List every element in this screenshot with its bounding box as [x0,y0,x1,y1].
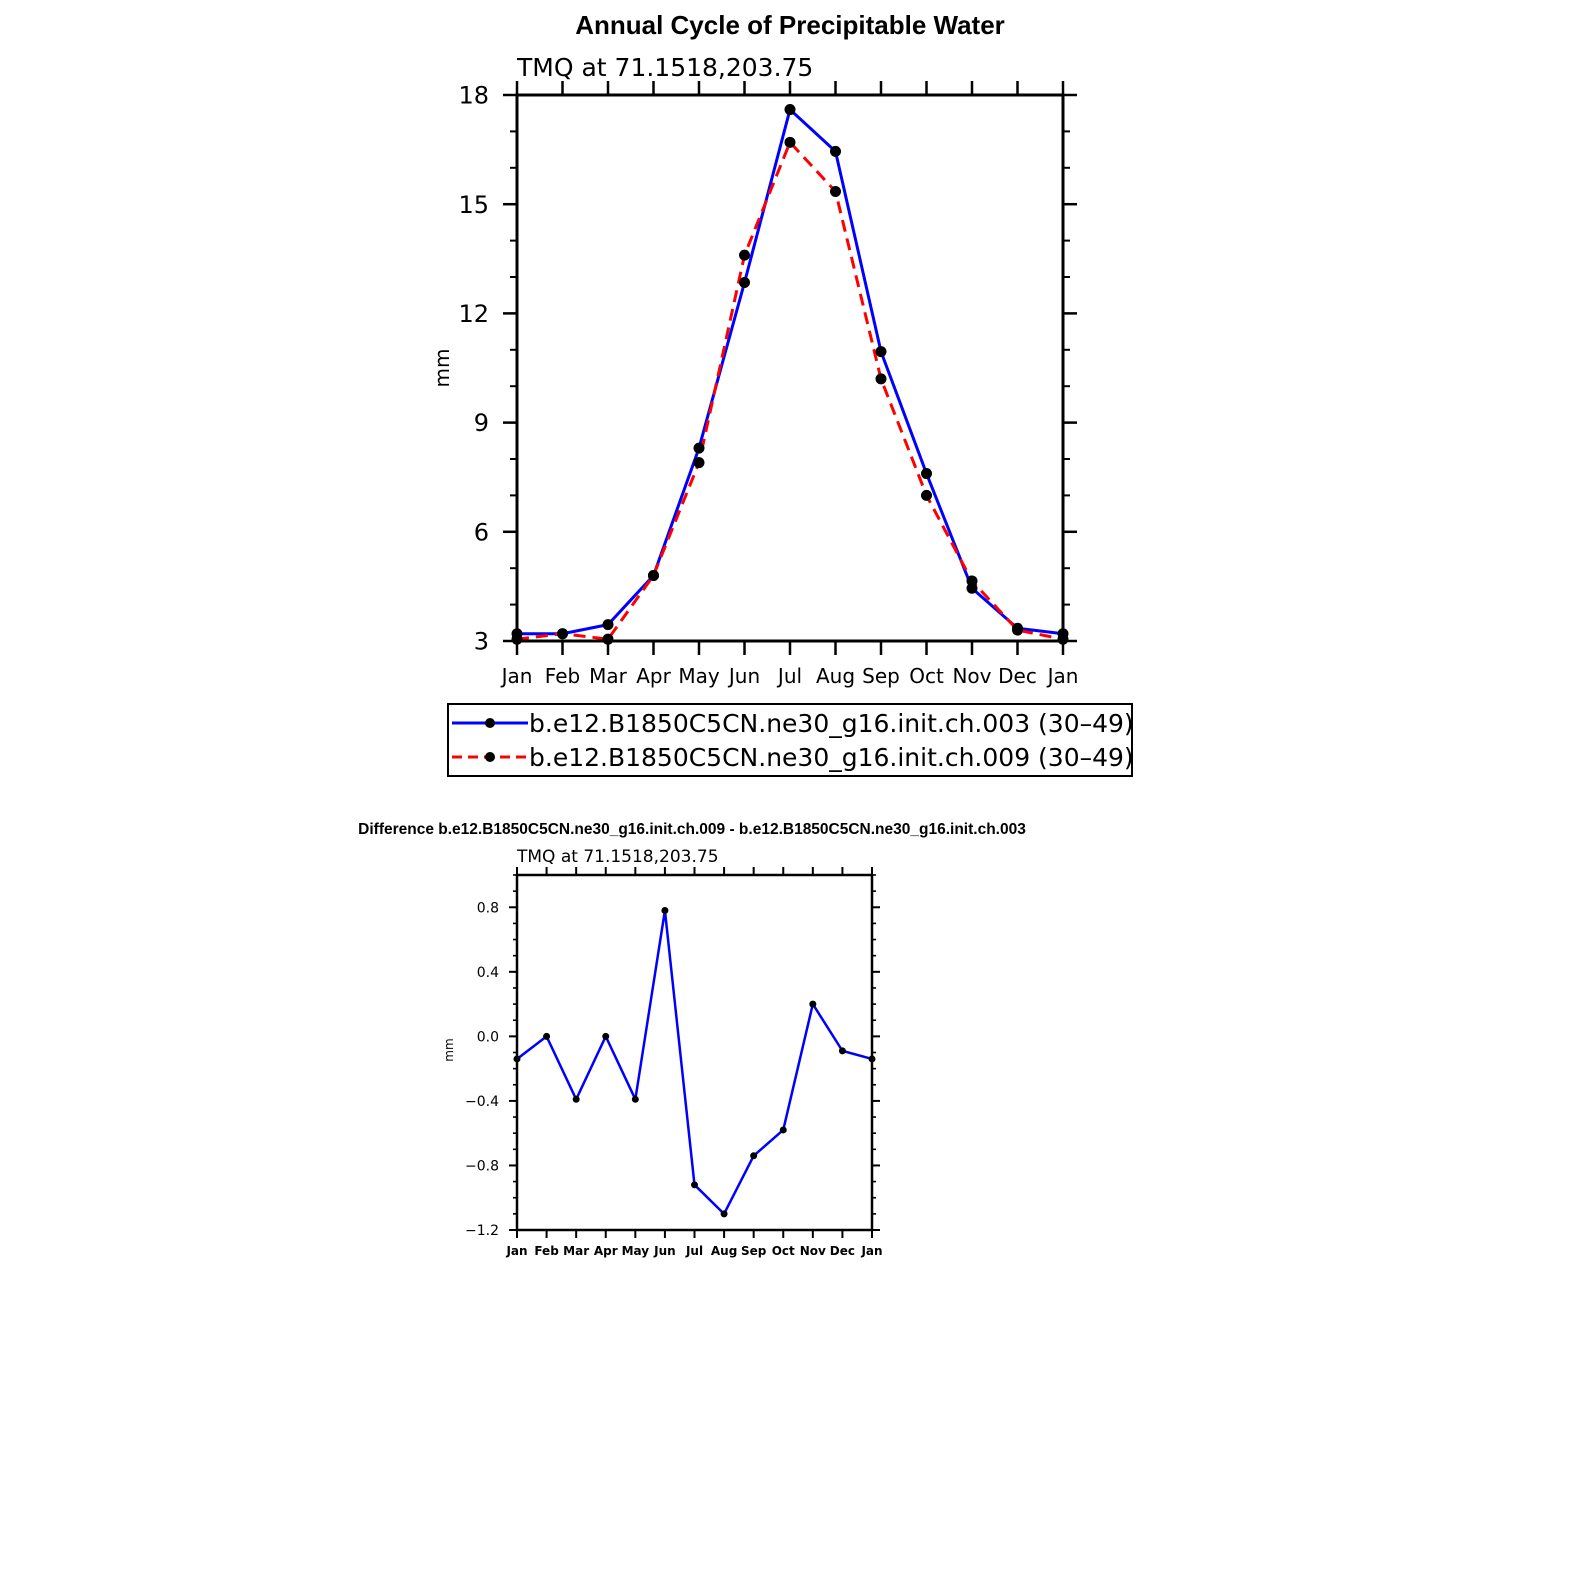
legend-marker-ch009 [485,752,495,762]
chart1-series-0-point [694,443,705,454]
chart1-y-tick-label: 6 [473,518,489,547]
chart2-series-0-point [721,1210,728,1217]
chart2-x-tick-label: Oct [771,1244,795,1258]
chart1-series-1-point [1012,625,1023,636]
chart2-ticks [465,867,883,1258]
chart2-x-tick-label: Apr [593,1244,618,1258]
chart2-series-0-point [661,907,668,914]
chart1-series-1-point [921,490,932,501]
chart1-series-1-point [967,575,978,586]
difference-chart-title: Difference b.e12.B1850C5CN.ne30_g16.init.ch.009 - b.e12.B1850C5CN.ne30_g16.init.ch.003 [358,821,1026,838]
chart1-series-1-point [648,570,659,581]
chart1-series-line-1 [517,142,1063,639]
chart2-x-tick-label: Jun [654,1244,676,1258]
chart2-y-tick-label: 0.4 [476,964,499,981]
chart2-series-0-point [573,1096,580,1103]
chart1-series [512,104,1069,645]
chart1-x-tick-label: Jun [728,664,761,688]
chart1-y-axis-label: mm [430,348,454,388]
chart1-y-tick-label: 3 [473,627,489,656]
chart1-y-tick-label: 9 [473,409,489,438]
chart1-series-0-point [830,146,841,157]
chart1-series-line-0 [517,110,1063,634]
chart1-x-tick-label: Feb [544,664,581,688]
chart1-x-tick-label: Aug [815,664,856,688]
chart1-x-tick-label: Jan [501,664,533,688]
chart2-x-tick-label: Dec [829,1244,856,1258]
chart1-series-1-point [694,457,705,468]
chart1-legend [448,704,1134,776]
chart2-y-tick-label: −1.2 [465,1223,499,1240]
chart1-plot-frame [517,95,1063,641]
chart1-x-tick-label: Dec [998,664,1037,688]
chart2-series [514,907,876,1217]
chart2-x-tick-label: Sep [740,1244,767,1258]
precipitable-water-chart [430,53,1078,688]
chart2-series-0-point [780,1126,787,1133]
chart1-series-1-point [557,628,568,639]
chart1-x-tick-label: Jul [777,664,803,688]
legend-label-ch003: b.e12.B1850C5CN.ne30_g16.init.ch.003 (30–49) [529,709,1134,738]
difference-chart [442,847,883,1258]
chart2-x-tick-label: Feb [534,1244,559,1258]
legend-marker-ch003 [485,718,495,728]
chart1-x-tick-label: Apr [636,664,671,688]
chart2-x-tick-label: Jan [861,1244,883,1258]
chart1-series-1-point [739,250,750,261]
chart2-series-0-point [839,1047,846,1054]
chart2-x-tick-label: May [621,1244,650,1258]
main-chart-title: Annual Cycle of Precipitable Water [575,10,1005,40]
chart1-subtitle: TMQ at 71.1518,203.75 [517,53,814,82]
chart2-series-0-point [691,1181,698,1188]
chart2-series-0-point [543,1033,550,1040]
chart1-series-1-point [830,186,841,197]
chart2-x-tick-label: Jul [685,1244,704,1258]
chart2-y-tick-label: 0.0 [476,1029,499,1046]
chart2-x-tick-label: Aug [710,1244,738,1258]
chart2-x-tick-label: Nov [799,1244,826,1258]
chart2-y-tick-label: −0.8 [465,1158,499,1175]
chart1-series-1-point [603,634,614,645]
chart2-series-0-point [602,1033,609,1040]
chart1-x-tick-label: Sep [862,664,900,688]
chart1-series-0-point [739,277,750,288]
chart2-series-0-point [632,1096,639,1103]
chart2-x-tick-label: Jan [506,1244,528,1258]
chart2-series-0-point [809,1001,816,1008]
chart2-series-line-0 [517,911,872,1214]
chart1-y-tick-label: 15 [458,190,489,219]
chart1-x-tick-label: Nov [952,664,992,688]
chart1-y-tick-label: 12 [458,300,489,329]
chart2-x-tick-label: Mar [563,1244,590,1258]
chart2-series-0-point [750,1152,757,1159]
chart1-series-0-point [603,619,614,630]
chart1-x-tick-label: May [678,664,720,688]
legend-label-ch009: b.e12.B1850C5CN.ne30_g16.init.ch.009 (30–49) [529,743,1134,772]
chart2-y-tick-label: 0.8 [476,900,499,917]
chart2-y-axis-label: mm [442,1038,456,1062]
chart1-y-tick-label: 18 [458,81,489,110]
chart1-series-0-point [921,468,932,479]
chart1-series-1-point [785,137,796,148]
chart1-x-tick-label: Mar [589,664,627,688]
chart1-series-0-point [876,346,887,357]
chart2-y-tick-label: −0.4 [465,1093,499,1110]
chart1-series-1-point [876,373,887,384]
chart2-subtitle: TMQ at 71.1518,203.75 [517,847,719,867]
chart1-x-tick-label: Oct [909,664,944,688]
chart1-series-0-point [785,104,796,115]
chart1-x-tick-label: Jan [1047,664,1079,688]
